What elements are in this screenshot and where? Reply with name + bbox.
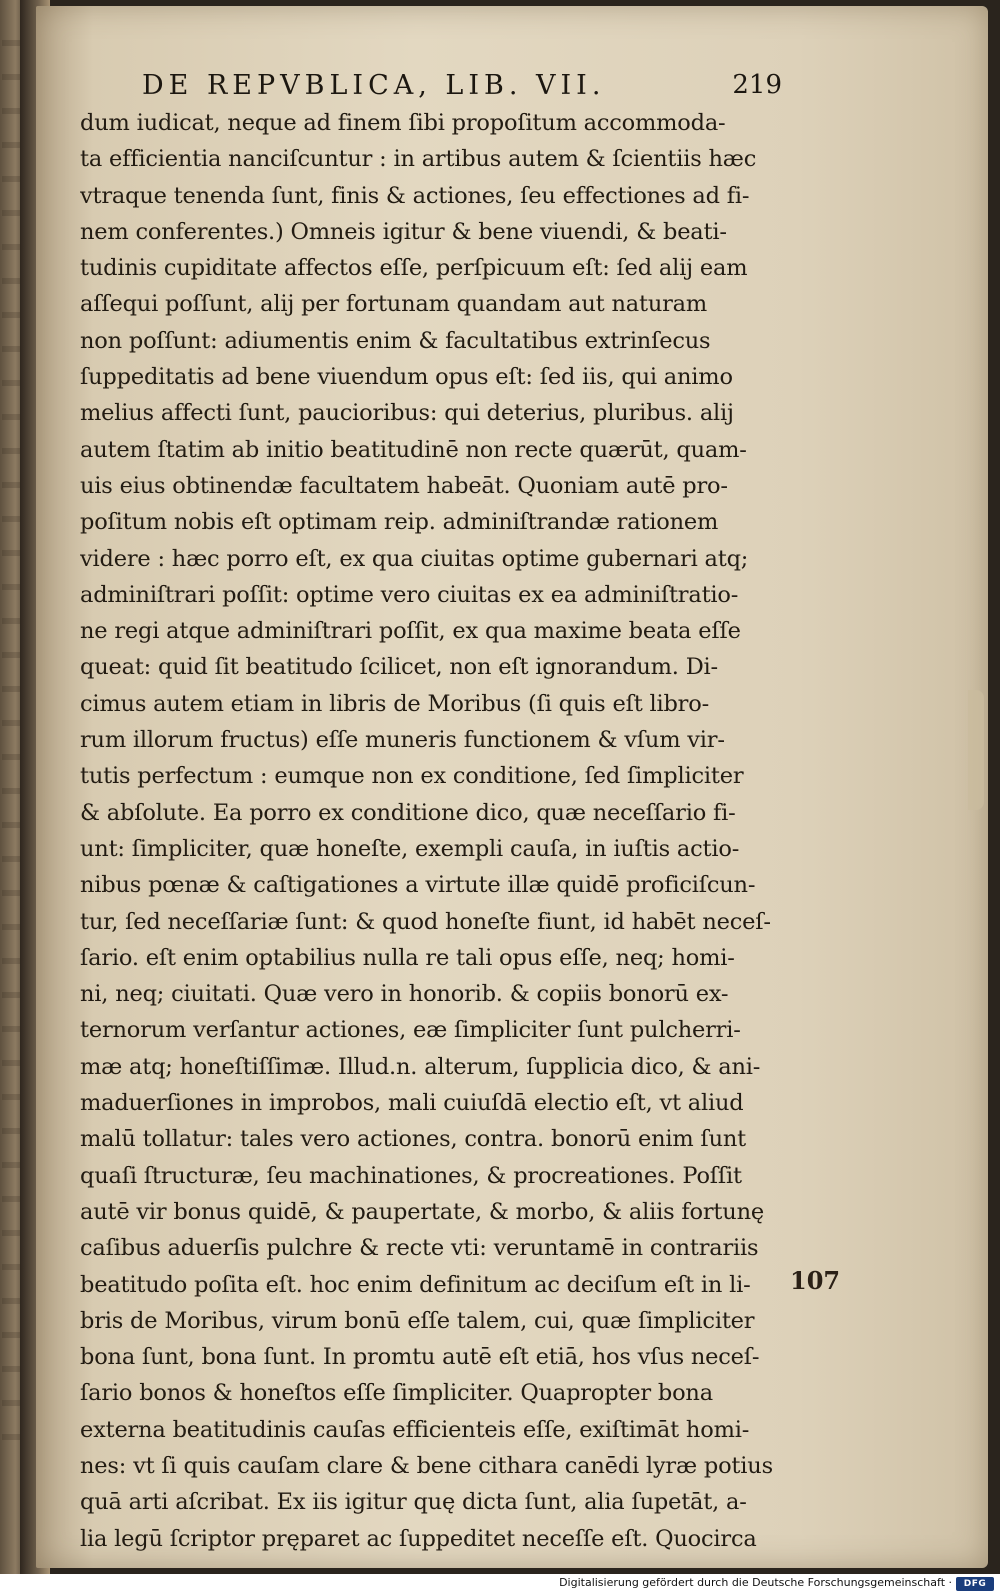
text-line: bona ſunt, bona ſunt. In promtu autē eſt etiā, hos vſus neceſ- [80,1344,760,1371]
text-line: aſſequi poſſunt, alij per fortunam quandam aut naturam [80,291,708,318]
text-line: mæ atq; honeſtiſſimæ. Illud.n. alterum, ſupplicia dico, & ani- [80,1053,761,1080]
text-line: ni, neq; ciuitati. Quæ vero in honorib. & copiis bonorū ex- [80,981,729,1008]
running-head: DE REPVBLICA, LIB. VII. [142,70,606,101]
text-line: lia legū ſcriptor pręparet ac ſuppeditet neceſſe eſt. Quocirca [80,1525,757,1552]
text-line: beatitudo poſita eſt. hoc enim definitum ac deciſum eſt in li- [80,1271,751,1298]
text-line: ſario bonos & honeſtos eſſe ſimpliciter. Quapropter bona [80,1380,713,1407]
text-line: vtraque tenenda ſunt, finis & actiones, ſeu effectiones ad fi- [80,182,750,209]
dfg-logo[interactable] [956,1577,994,1591]
text-line: melius affecti ſunt, paucioribus: qui deterius, pluribus. alij [80,400,734,427]
text-line: dum iudicat, neque ad finem ſibi propoſitum accommoda- [80,110,726,136]
text-line: uis eius obtinendæ facultatem habeāt. Quoniam autē pro- [80,472,728,499]
text-line: non poſſunt: adiumentis enim & facultatibus extrinſecus [80,327,711,354]
text-line: quaſi ſtructuræ, ſeu machinationes, & procreationes. Poſſit [80,1162,742,1189]
text-line: nibus pœnæ & caſtigationes a virtute illæ quidē proficiſcun- [80,872,756,899]
text-line: cimus autem etiam in libris de Moribus (ſi quis eſt libro- [80,690,709,717]
text-line: tur, ſed neceſſariæ ſunt: & quod honeſte fiunt, id habēt neceſ- [80,908,771,935]
text-line: nem conferentes.) Omneis igitur & bene viuendi, & beati- [80,218,727,245]
text-line: queat: quid ſit beatitudo ſcilicet, non eſt ignorandum. Di- [80,654,718,681]
text-line: adminiſtrari poſſit: optime vero ciuitas ex ea adminiſtratio- [80,581,739,608]
text-line: poſitum nobis eſt optimam reip. adminiſtrandæ rationem [80,509,719,536]
text-line: ſario. eſt enim optabilius nulla re tali opus eſſe, neq; homi- [80,944,735,971]
margin-note: 107 [790,1266,841,1295]
text-line: quā arti aſcribat. Ex iis igitur quę dicta ſunt, alia ſupetāt, a- [80,1489,747,1516]
text-line: ſuppeditatis ad bene viuendum opus eſt: ſed iis, qui animo [80,364,733,391]
paper-marker [968,690,984,810]
text-line: videre : hæc porro eſt, ex qua ciuitas optime gubernari atq; [80,545,749,572]
text-line: ta efficientia nanciſcuntur : in artibus autem & ſcientiis hæc [80,146,757,173]
page-number: 219 [732,70,782,100]
body-text [80,105,792,1552]
text-line: autē vir bonus quidē, & paupertate, & morbo, & aliis fortunę [80,1198,764,1225]
text-line: malū tollatur: tales vero actiones, contra. bonorū enim ſunt [80,1126,746,1153]
text-line: & abſolute. Ea porro ex conditione dico, quæ neceſſario fi- [80,799,736,826]
funding-note: Digitalisierung gefördert durch die Deutsche Forschungsgemeinschaft · [559,1576,952,1589]
text-line: nes: vt ſi quis cauſam clare & bene cithara canēdi lyræ potius [80,1452,773,1479]
text-line: tudinis cupiditate affectos eſſe, perſpicuum eſt: ſed alij eam [80,255,748,282]
text-line: tutis perfectum : eumque non ex conditione, ſed ſimpliciter [80,763,744,790]
text-line: externa beatitudinis cauſas efficienteis eſſe, exiſtimāt homi- [80,1416,750,1443]
text-line: ne regi atque adminiſtrari poſſit, ex qua maxime beata eſſe [80,618,741,645]
text-line: rum illorum fructus) eſſe muneris functionem & vſum vir- [80,727,725,754]
text-line: autem ſtatim ab initio beatitudinē non recte quærūt, quam- [80,436,747,463]
text-line: maduerſiones in improbos, mali cuiuſdā electio eſt, vt aliud [80,1090,744,1117]
text-line: ternorum verſantur actiones, eæ ſimpliciter ſunt pulcherri- [80,1017,741,1044]
text-line: bris de Moribus, virum bonū eſſe talem, cui, quæ ſimpliciter [80,1307,755,1334]
dfg-logo-text: DFG [963,1579,987,1589]
text-line: caſibus aduerſis pulchre & recte vti: veruntamē in contrariis [80,1235,759,1262]
text-line: unt: ſimpliciter, quæ honeſte, exempli cauſa, in iuſtis actio- [80,835,740,862]
